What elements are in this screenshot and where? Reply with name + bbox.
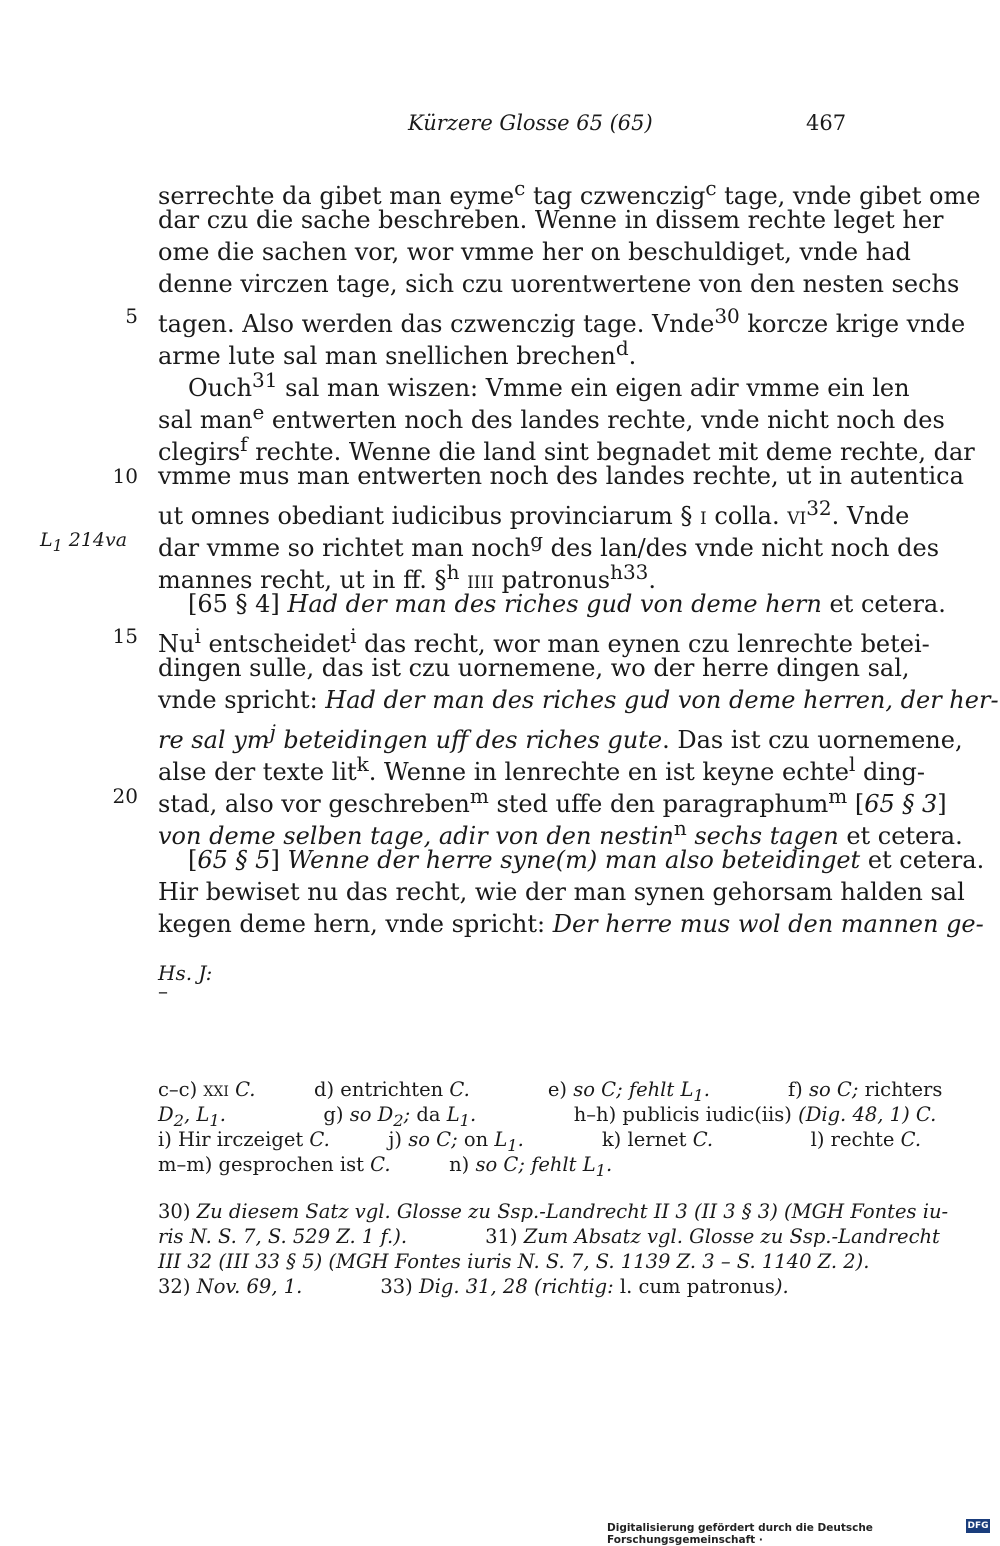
apparatus-line: m–m) gesprochen ist C. n) so C; fehlt $L_1$. (158, 1153, 613, 1180)
footnote-line: 30) Zu diesem Satz vgl. Glosse zu Ssp.-Landrecht II 3 (II 3 § 3) (MGH Fontes iu- (158, 1200, 949, 1223)
text-line: vnde spricht: Had der man des riches gud von deme herren, der her- (158, 686, 999, 714)
text-line: Nu$^i$ entscheidet$^i$ das recht, wor man eynen czu lenrechte betei- (158, 624, 930, 658)
text-line: arme lute sal man snellichen brechen$^d$. (158, 336, 637, 370)
text-line: denne virczen tage, sich czu uorentwertene von den nesten sechs (158, 270, 960, 298)
text-line: mannes recht, ut in ff. §$^h$ iiii patronus$^{h33}$. (158, 560, 657, 594)
manuscript-label: Hs. J: (158, 961, 213, 985)
text-line: ome die sachen vor, wor vmme her on beschuldiget, vnde had (158, 238, 911, 266)
text-line: dar czu die sache beschreben. Wenne in dissem rechte leget her (158, 206, 944, 234)
text-line: clegirs$^f$ rechte. Wenne die land sint begnadet mit deme rechte, dar (158, 432, 975, 466)
line-number: 5 (125, 304, 138, 328)
funding-footer: Digitalisierung gefördert durch die Deutsche Forschungsgemeinschaft · (607, 1522, 873, 1546)
line-number: 10 (112, 464, 138, 488)
footnote-line: ris N. S. 7, S. 529 Z. 1 f.). 31) Zum Absatz vgl. Glosse zu Ssp.-Landrecht (158, 1225, 940, 1248)
text-line: ut omnes obediant iudicibus provinciarum § i colla. $vi^{32}$. Vnde (158, 496, 910, 530)
dfg-logo: DFG (967, 1521, 989, 1531)
line-number: 20 (112, 784, 138, 808)
text-line: serrechte da gibet man eyme$^c$ tag czwenczig$^c$ tage, vnde gibet ome (158, 176, 981, 210)
apparatus-line: c–c) xxi C. d) entrichten C. e) so C; fehlt $L_1$. f) so C; richters (158, 1078, 943, 1105)
text-line: alse der texte lit$^k$. Wenne in lenrechte en ist keyne echte$^l$ ding- (158, 752, 925, 786)
text-line: dingen sulle, das ist czu uornemene, wo der herre dingen sal, (158, 654, 910, 682)
text-line: kegen deme hern, vnde spricht: Der herre mus wol den mannen ge- (158, 910, 984, 938)
text-line: stad, also vor geschreben$^m$ sted uffe den paragraphum$^m$ [65 § 3] (158, 784, 947, 818)
text-line: vmme mus man entwerten noch des landes rechte, ut in autentica (158, 462, 964, 490)
text-line: von deme selben tage, adir von den nestin$^n$ sechs tagen et cetera. (158, 816, 963, 850)
text-line: tagen. Also werden das czwenczig tage. Vnde$^{30}$ korcze krige vnde (158, 304, 966, 338)
text-line: dar vmme so richtet man noch$^g$ des lan/des vnde nicht noch des (158, 528, 940, 562)
manuscript-dash: – (158, 979, 168, 1003)
line-number: 15 (112, 624, 138, 648)
margin-folio-note: $L_1$ 214va (40, 529, 128, 555)
running-head-title: Kürzere Glosse 65 (65) (408, 111, 653, 135)
text-line: [65 § 4] Had der man des riches gud von deme hern et cetera. (188, 590, 946, 618)
apparatus-line: i) Hir irczeiget C. j) so C; on $L_1$. k) lernet C. l) rechte C. (158, 1128, 922, 1155)
text-line: Ouch$^{31}$ sal man wiszen: Vmme ein eigen adir vmme ein len (188, 368, 910, 402)
text-line: sal man$^e$ entwerten noch des landes rechte, vnde nicht noch des (158, 400, 945, 434)
text-line: [65 § 5] Wenne der herre syne(m) man also beteidinget et cetera. (188, 846, 985, 874)
page-number: 467 (806, 111, 847, 135)
apparatus-line: $D_2$, $L_1$. g) so $D_2$; da $L_1$. h–h) publicis iudic(iis) (Dig. 48, 1) C. (158, 1103, 937, 1130)
footnote-line: 32) Nov. 69, 1. 33) Dig. 31, 28 (richtig: l. cum patronus). (158, 1275, 789, 1298)
footnote-line: III 32 (III 33 § 5) (MGH Fontes iuris N. S. 7, S. 1139 Z. 3 – S. 1140 Z. 2). (158, 1250, 870, 1273)
text-line: Hir bewiset nu das recht, wie der man synen gehorsam halden sal (158, 878, 965, 906)
text-line: re sal $ym^j$ beteidingen uff des riches gute. Das ist czu uornemene, (158, 720, 963, 754)
